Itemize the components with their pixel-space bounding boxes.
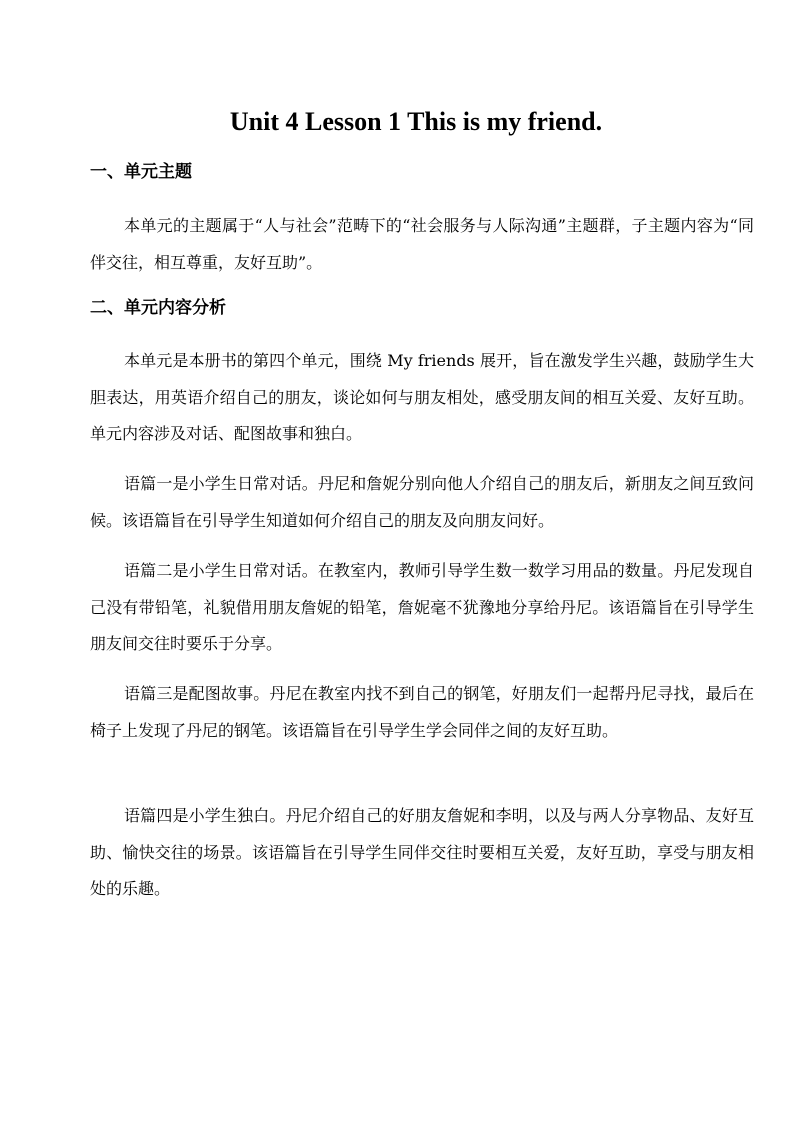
paragraph-text-four: 语篇四是小学生独白。丹尼介绍自己的好朋友詹妮和李明，以及与两人分享物品、友好互助、愉快交往的场景。该语篇旨在引导学生同伴交往时要相互关爱，友好互助，享受与朋友相处的乐趣。	[90, 806, 754, 898]
paragraph-unit-theme: 本单元的主题属于“人与社会”范畴下的“社会服务与人际沟通”主题群，子主题内容为“同伴交往，相互尊重，友好互助”。	[90, 216, 754, 272]
document-title: Unit 4 Lesson 1 This is my friend.	[229, 107, 603, 136]
paragraph-text-three: 语篇三是配图故事。丹尼在教室内找不到自己的钢笔，好朋友们一起帮丹尼寻找，最后在椅子上发现了丹尼的钢笔。该语篇旨在引导学生学会同伴之间的友好互助。	[90, 684, 754, 740]
paragraph-unit-overview: 本单元是本册书的第四个单元，围绕 My friends 展开，旨在激发学生兴趣，鼓励学生大胆表达，用英语介绍自己的朋友，谈论如何与朋友相处，感受朋友间的相互关爱、友好互助。单元内容涉及对话、配图故事和独白。	[90, 351, 754, 443]
section-heading-content-analysis: 二、单元内容分析	[90, 298, 226, 318]
paragraph-text-one: 语篇一是小学生日常对话。丹尼和詹妮分别向他人介绍自己的朋友后，新朋友之间互致问候。该语篇旨在引导学生知道如何介绍自己的朋友及向朋友问好。	[90, 474, 754, 530]
paragraph-text-two: 语篇二是小学生日常对话。在教室内，教师引导学生数一数学习用品的数量。丹尼发现自己没有带铅笔，礼貌借用朋友詹妮的铅笔，詹妮毫不犹豫地分享给丹尼。该语篇旨在引导学生朋友间交往时要乐于分享。	[90, 561, 754, 653]
section-heading-unit-theme: 一、单元主题	[90, 162, 192, 182]
